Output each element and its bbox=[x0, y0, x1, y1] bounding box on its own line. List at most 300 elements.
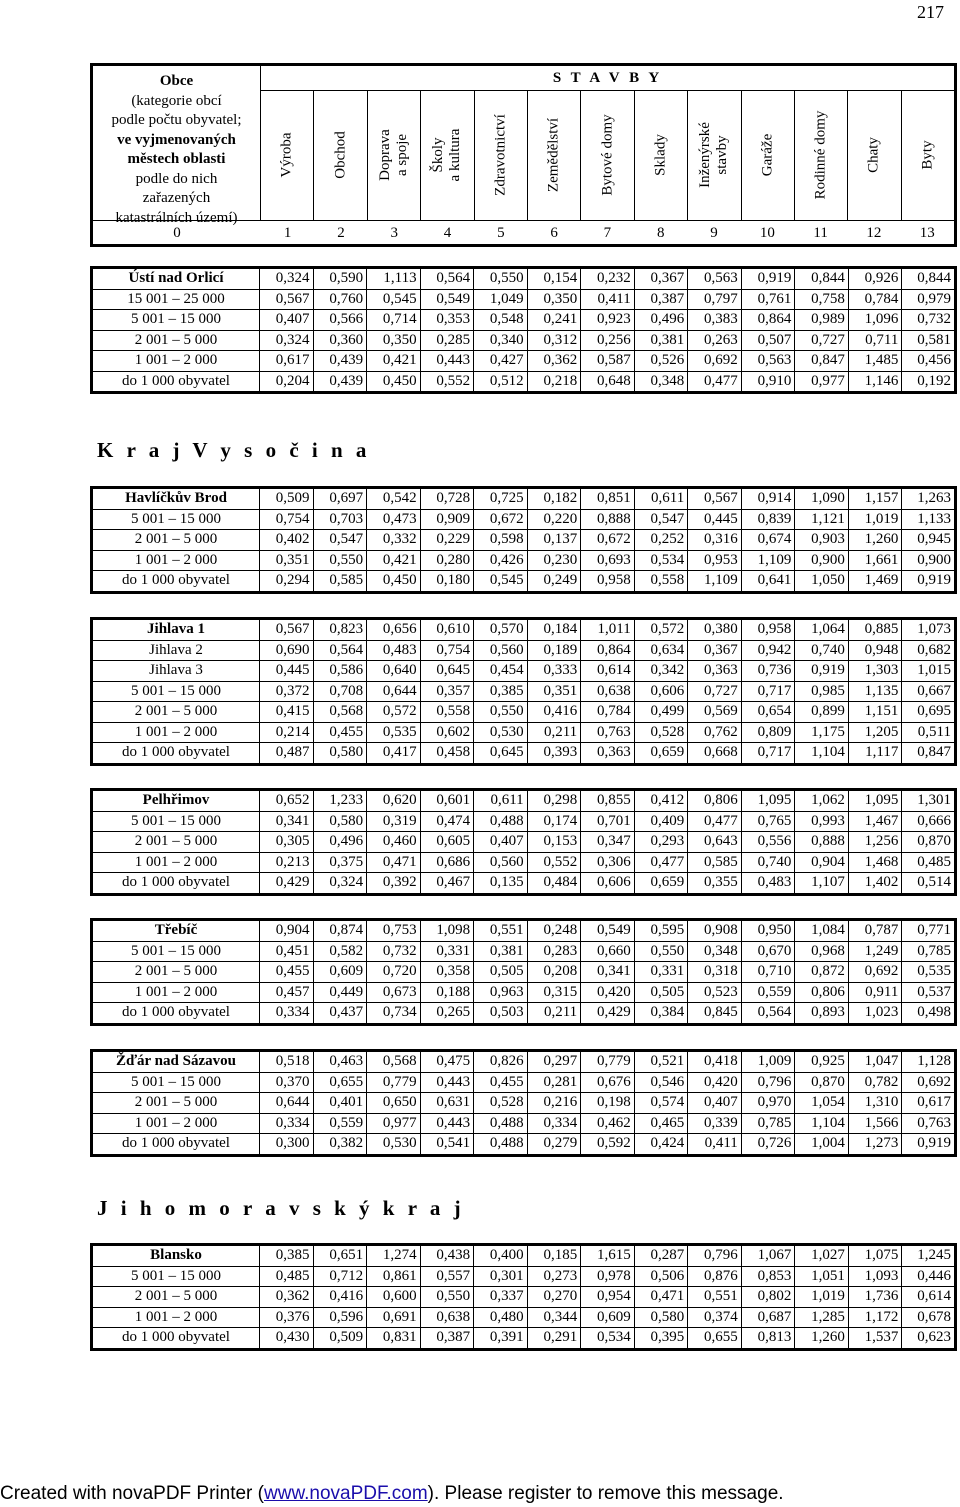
table-cell: 0,487 bbox=[260, 743, 314, 765]
table-cell: 0,319 bbox=[367, 811, 421, 832]
table-cell: 1,151 bbox=[848, 702, 902, 723]
table-cell: 0,796 bbox=[741, 1072, 795, 1093]
table-cell: 0,306 bbox=[581, 852, 635, 873]
table-cell: 0,953 bbox=[688, 550, 742, 571]
table-row bbox=[92, 310, 956, 331]
row-label: 2 001 – 5 000 bbox=[92, 1287, 260, 1308]
table-cell: 0,439 bbox=[313, 371, 367, 393]
table-cell: 0,407 bbox=[260, 310, 314, 331]
table-cell: 1,172 bbox=[848, 1307, 902, 1328]
table-cell: 1,096 bbox=[848, 310, 902, 331]
data-block bbox=[90, 788, 957, 896]
column-header bbox=[847, 90, 900, 220]
table-cell: 0,692 bbox=[848, 962, 902, 983]
table-row bbox=[92, 832, 956, 853]
table-cell: 1,303 bbox=[848, 661, 902, 682]
table-cell: 0,900 bbox=[902, 550, 956, 571]
table-cell: 0,342 bbox=[634, 661, 688, 682]
table-cell: 1,062 bbox=[795, 790, 849, 812]
table-cell: 0,644 bbox=[367, 681, 421, 702]
table-cell: 1,015 bbox=[902, 661, 956, 682]
table-cell: 0,456 bbox=[902, 351, 956, 372]
table-cell: 0,567 bbox=[260, 289, 314, 310]
table-cell: 0,545 bbox=[474, 571, 528, 593]
table-cell: 0,526 bbox=[634, 351, 688, 372]
table-cell: 1,615 bbox=[581, 1245, 635, 1267]
table-cell: 0,556 bbox=[741, 832, 795, 853]
table-cell: 0,864 bbox=[741, 310, 795, 331]
column-header-label: Školy a kultura bbox=[430, 128, 464, 182]
table-cell: 1,027 bbox=[795, 1245, 849, 1267]
table-cell: 0,712 bbox=[313, 1266, 367, 1287]
table-cell: 0,300 bbox=[260, 1134, 314, 1156]
table-cell: 0,587 bbox=[581, 351, 635, 372]
table-cell: 0,648 bbox=[581, 371, 635, 393]
table-cell: 0,367 bbox=[688, 640, 742, 661]
table-cell: 0,570 bbox=[474, 619, 528, 641]
table-cell: 0,611 bbox=[634, 488, 688, 510]
table-cell: 1,128 bbox=[902, 1051, 956, 1073]
table-cell: 0,900 bbox=[795, 550, 849, 571]
table-cell: 0,885 bbox=[848, 619, 902, 641]
row-label: 2 001 – 5 000 bbox=[92, 1093, 260, 1114]
table-cell: 0,509 bbox=[313, 1328, 367, 1350]
header-stavby: S T A V B Y bbox=[261, 66, 954, 91]
table-cell: 0,672 bbox=[581, 530, 635, 551]
table-row bbox=[92, 1134, 956, 1156]
table-cell: 0,874 bbox=[313, 920, 367, 942]
table-cell: 0,645 bbox=[420, 661, 474, 682]
table-cell: 0,283 bbox=[527, 941, 581, 962]
table-cell: 0,569 bbox=[688, 702, 742, 723]
table-cell: 0,439 bbox=[313, 351, 367, 372]
table-cell: 0,806 bbox=[688, 790, 742, 812]
table-cell: 0,507 bbox=[741, 330, 795, 351]
table-cell: 0,676 bbox=[581, 1072, 635, 1093]
table-cell: 0,644 bbox=[260, 1093, 314, 1114]
table-cell: 0,429 bbox=[581, 1003, 635, 1025]
table-cell: 0,989 bbox=[795, 310, 849, 331]
table-cell: 0,530 bbox=[367, 1134, 421, 1156]
table-cell: 0,559 bbox=[741, 982, 795, 1003]
table-row bbox=[92, 509, 956, 530]
table-cell: 0,659 bbox=[634, 873, 688, 895]
table-cell: 0,402 bbox=[260, 530, 314, 551]
row-label: 5 001 – 15 000 bbox=[92, 811, 260, 832]
table-cell: 0,385 bbox=[260, 1245, 314, 1267]
header-line: ve vyjmenovaných bbox=[117, 131, 236, 148]
table-cell: 1,104 bbox=[795, 1113, 849, 1134]
table-cell: 0,720 bbox=[367, 962, 421, 983]
table-cell: 0,485 bbox=[260, 1266, 314, 1287]
table-cell: 0,740 bbox=[795, 640, 849, 661]
table-cell: 0,455 bbox=[474, 1072, 528, 1093]
table-row bbox=[92, 1093, 956, 1114]
table-cell: 0,411 bbox=[688, 1134, 742, 1156]
table-cell: 0,334 bbox=[260, 1113, 314, 1134]
table-cell: 0,797 bbox=[688, 289, 742, 310]
table-cell: 0,779 bbox=[367, 1072, 421, 1093]
table-cell: 0,415 bbox=[260, 702, 314, 723]
table-cell: 0,312 bbox=[527, 330, 581, 351]
table-cell: 0,420 bbox=[581, 982, 635, 1003]
table-cell: 0,909 bbox=[420, 509, 474, 530]
table-cell: 0,634 bbox=[634, 640, 688, 661]
table-cell: 0,564 bbox=[420, 268, 474, 290]
table-cell: 0,547 bbox=[634, 509, 688, 530]
table-row bbox=[92, 640, 956, 661]
table-cell: 1,004 bbox=[795, 1134, 849, 1156]
header-obce bbox=[93, 66, 261, 226]
table-cell: 1,093 bbox=[848, 1266, 902, 1287]
table-cell: 0,806 bbox=[795, 982, 849, 1003]
table-cell: 0,586 bbox=[313, 661, 367, 682]
table-cell: 0,370 bbox=[260, 1072, 314, 1093]
table-cell: 0,552 bbox=[527, 852, 581, 873]
table-cell: 0,560 bbox=[474, 852, 528, 873]
table-cell: 0,467 bbox=[420, 873, 474, 895]
table-cell: 0,358 bbox=[420, 962, 474, 983]
table-cell: 0,904 bbox=[795, 852, 849, 873]
table-cell: 0,211 bbox=[527, 1003, 581, 1025]
table-cell: 0,640 bbox=[367, 661, 421, 682]
table-cell: 0,948 bbox=[848, 640, 902, 661]
table-cell: 1,113 bbox=[367, 268, 421, 290]
table-cell: 0,736 bbox=[741, 661, 795, 682]
table-cell: 1,736 bbox=[848, 1287, 902, 1308]
table-cell: 0,351 bbox=[260, 550, 314, 571]
row-label: 2 001 – 5 000 bbox=[92, 530, 260, 551]
table-cell: 0,779 bbox=[581, 1051, 635, 1073]
table-cell: 0,687 bbox=[741, 1307, 795, 1328]
column-header-label: Bytové domy bbox=[599, 114, 616, 196]
table-cell: 0,609 bbox=[313, 962, 367, 983]
header-line: městech oblasti bbox=[127, 151, 226, 167]
table-cell: 0,285 bbox=[420, 330, 474, 351]
table-cell: 0,331 bbox=[420, 941, 474, 962]
table-cell: 0,668 bbox=[688, 743, 742, 765]
table-cell: 0,582 bbox=[313, 941, 367, 962]
table-cell: 1,098 bbox=[420, 920, 474, 942]
table-cell: 0,844 bbox=[795, 268, 849, 290]
column-number: 6 bbox=[550, 225, 558, 241]
table-cell: 0,341 bbox=[581, 962, 635, 983]
table-cell: 0,645 bbox=[474, 743, 528, 765]
table-cell: 0,600 bbox=[367, 1287, 421, 1308]
table-cell: 0,537 bbox=[902, 982, 956, 1003]
table-cell: 1,256 bbox=[848, 832, 902, 853]
table-cell: 0,471 bbox=[367, 852, 421, 873]
table-cell: 0,926 bbox=[848, 268, 902, 290]
table-cell: 0,417 bbox=[367, 743, 421, 765]
column-number: 11 bbox=[813, 225, 828, 241]
table-cell: 0,568 bbox=[313, 702, 367, 723]
table-cell: 1,075 bbox=[848, 1245, 902, 1267]
table-cell: 0,919 bbox=[795, 661, 849, 682]
table-cell: 0,602 bbox=[420, 722, 474, 743]
table-cell: 0,968 bbox=[795, 941, 849, 962]
table-cell: 0,592 bbox=[581, 1134, 635, 1156]
table-cell: 1,566 bbox=[848, 1113, 902, 1134]
table-cell: 0,672 bbox=[474, 509, 528, 530]
table-cell: 0,638 bbox=[581, 681, 635, 702]
table-cell: 0,270 bbox=[527, 1287, 581, 1308]
table-row bbox=[92, 330, 956, 351]
header-line: zařazených bbox=[142, 190, 211, 206]
row-label: 1 001 – 2 000 bbox=[92, 1113, 260, 1134]
table-cell: 0,727 bbox=[795, 330, 849, 351]
table-cell: 0,667 bbox=[902, 681, 956, 702]
header-number-row bbox=[93, 220, 954, 245]
table-cell: 0,598 bbox=[474, 530, 528, 551]
table-cell: 1,019 bbox=[795, 1287, 849, 1308]
table-cell: 0,551 bbox=[474, 920, 528, 942]
table-cell: 0,353 bbox=[420, 310, 474, 331]
table-cell: 0,355 bbox=[688, 873, 742, 895]
table-cell: 0,620 bbox=[367, 790, 421, 812]
table-cell: 0,659 bbox=[634, 743, 688, 765]
table-cell: 0,977 bbox=[367, 1113, 421, 1134]
column-header-label: Byty bbox=[919, 140, 936, 170]
table-cell: 0,978 bbox=[581, 1266, 635, 1287]
row-label: 1 001 – 2 000 bbox=[92, 550, 260, 571]
table-cell: 0,298 bbox=[527, 790, 581, 812]
table-cell: 0,614 bbox=[902, 1287, 956, 1308]
table-cell: 0,241 bbox=[527, 310, 581, 331]
header-line: katastrálních území) bbox=[115, 209, 238, 226]
row-label: 2 001 – 5 000 bbox=[92, 702, 260, 723]
row-label: 15 001 – 25 000 bbox=[92, 289, 260, 310]
table-cell: 0,979 bbox=[902, 289, 956, 310]
table-cell: 0,580 bbox=[634, 1307, 688, 1328]
row-label: Ústí nad Orlicí bbox=[92, 268, 260, 290]
table-cell: 0,458 bbox=[420, 743, 474, 765]
table-cell: 0,483 bbox=[367, 640, 421, 661]
table-cell: 0,248 bbox=[527, 920, 581, 942]
table-cell: 0,954 bbox=[581, 1287, 635, 1308]
table-cell: 0,347 bbox=[581, 832, 635, 853]
table-cell: 0,693 bbox=[581, 550, 635, 571]
column-number: 2 bbox=[337, 225, 345, 241]
table-cell: 0,357 bbox=[420, 681, 474, 702]
table-cell: 0,551 bbox=[688, 1287, 742, 1308]
table-cell: 1,661 bbox=[848, 550, 902, 571]
data-block bbox=[90, 486, 957, 594]
table-cell: 0,641 bbox=[741, 571, 795, 593]
table-cell: 0,409 bbox=[634, 811, 688, 832]
table-cell: 0,717 bbox=[741, 743, 795, 765]
table-cell: 0,691 bbox=[367, 1307, 421, 1328]
table-cell: 0,426 bbox=[474, 550, 528, 571]
table-cell: 0,861 bbox=[367, 1266, 421, 1287]
table-cell: 0,362 bbox=[260, 1287, 314, 1308]
table-cell: 0,416 bbox=[313, 1287, 367, 1308]
data-block bbox=[90, 1049, 957, 1157]
table-cell: 0,499 bbox=[634, 702, 688, 723]
table-cell: 1,054 bbox=[795, 1093, 849, 1114]
row-label: do 1 000 obyvatel bbox=[92, 371, 260, 393]
table-cell: 0,331 bbox=[634, 962, 688, 983]
table-cell: 0,550 bbox=[474, 702, 528, 723]
table-cell: 0,590 bbox=[313, 268, 367, 290]
data-block bbox=[90, 918, 957, 1026]
table-cell: 0,726 bbox=[741, 1134, 795, 1156]
table-cell: 0,450 bbox=[367, 371, 421, 393]
table-row bbox=[92, 982, 956, 1003]
row-label: 5 001 – 15 000 bbox=[92, 310, 260, 331]
table-cell: 0,550 bbox=[634, 941, 688, 962]
table-row bbox=[92, 811, 956, 832]
table-cell: 0,351 bbox=[527, 681, 581, 702]
table-cell: 0,198 bbox=[581, 1093, 635, 1114]
table-cell: 1,107 bbox=[795, 873, 849, 895]
table-cell: 0,550 bbox=[474, 268, 528, 290]
table-cell: 0,534 bbox=[634, 550, 688, 571]
header-line: podle do nich bbox=[135, 170, 218, 187]
table-cell: 0,505 bbox=[474, 962, 528, 983]
column-header-label: Inženýrské stavby bbox=[697, 122, 731, 188]
table-cell: 0,180 bbox=[420, 571, 474, 593]
table-cell: 0,728 bbox=[420, 488, 474, 510]
table-cell: 0,232 bbox=[581, 268, 635, 290]
table-cell: 0,725 bbox=[474, 488, 528, 510]
table-cell: 0,564 bbox=[741, 1003, 795, 1025]
row-label: 5 001 – 15 000 bbox=[92, 1266, 260, 1287]
table-cell: 0,574 bbox=[634, 1093, 688, 1114]
table-cell: 0,942 bbox=[741, 640, 795, 661]
column-header bbox=[313, 90, 366, 220]
table-row bbox=[92, 1266, 956, 1287]
table-cell: 0,760 bbox=[313, 289, 367, 310]
table-cell: 0,211 bbox=[527, 722, 581, 743]
table-cell: 0,374 bbox=[688, 1307, 742, 1328]
table-cell: 0,546 bbox=[634, 1072, 688, 1093]
table-cell: 0,421 bbox=[367, 351, 421, 372]
table-cell: 0,380 bbox=[688, 619, 742, 641]
table-cell: 1,402 bbox=[848, 873, 902, 895]
table-cell: 0,923 bbox=[581, 310, 635, 331]
column-number: 0 bbox=[173, 225, 181, 241]
row-label: Třebíč bbox=[92, 920, 260, 942]
table-cell: 0,256 bbox=[581, 330, 635, 351]
table-cell: 0,280 bbox=[420, 550, 474, 571]
table-cell: 0,563 bbox=[741, 351, 795, 372]
table-cell: 0,523 bbox=[688, 982, 742, 1003]
table-cell: 0,348 bbox=[634, 371, 688, 393]
table-cell: 0,429 bbox=[260, 873, 314, 895]
table-cell: 0,682 bbox=[902, 640, 956, 661]
table-cell: 0,287 bbox=[634, 1245, 688, 1267]
column-header bbox=[474, 90, 527, 220]
table-cell: 0,451 bbox=[260, 941, 314, 962]
table-cell: 0,534 bbox=[581, 1328, 635, 1350]
table-cell: 0,363 bbox=[581, 743, 635, 765]
footer-link[interactable]: www.novaPDF.com bbox=[264, 1483, 428, 1504]
table-cell: 0,563 bbox=[688, 268, 742, 290]
table-row bbox=[92, 1051, 956, 1073]
table-row bbox=[92, 681, 956, 702]
table-cell: 0,427 bbox=[474, 351, 528, 372]
table-cell: 0,471 bbox=[634, 1287, 688, 1308]
table-cell: 0,763 bbox=[581, 722, 635, 743]
table-cell: 0,418 bbox=[688, 1051, 742, 1073]
column-header bbox=[794, 90, 847, 220]
table-cell: 0,391 bbox=[474, 1328, 528, 1350]
table-cell: 0,455 bbox=[313, 722, 367, 743]
column-number: 5 bbox=[497, 225, 505, 241]
table-cell: 0,420 bbox=[688, 1072, 742, 1093]
table-row bbox=[92, 852, 956, 873]
table-cell: 0,213 bbox=[260, 852, 314, 873]
table-cell: 0,483 bbox=[741, 873, 795, 895]
row-label: do 1 000 obyvatel bbox=[92, 1134, 260, 1156]
table-cell: 0,185 bbox=[527, 1245, 581, 1267]
column-header-label: Chaty bbox=[865, 137, 882, 173]
table-cell: 1,175 bbox=[795, 722, 849, 743]
table-cell: 0,548 bbox=[474, 310, 528, 331]
table-cell: 0,985 bbox=[795, 681, 849, 702]
row-label: 5 001 – 15 000 bbox=[92, 681, 260, 702]
table-cell: 0,710 bbox=[741, 962, 795, 983]
row-label: 5 001 – 15 000 bbox=[92, 509, 260, 530]
table-cell: 0,855 bbox=[581, 790, 635, 812]
footer-text: ). Please register to remove this message. bbox=[427, 1483, 784, 1504]
table-row bbox=[92, 571, 956, 593]
table-cell: 0,652 bbox=[260, 790, 314, 812]
table-cell: 0,449 bbox=[313, 982, 367, 1003]
table-cell: 0,344 bbox=[527, 1307, 581, 1328]
table-cell: 0,564 bbox=[313, 640, 367, 661]
table-cell: 1,095 bbox=[741, 790, 795, 812]
table-row bbox=[92, 661, 956, 682]
row-label: 1 001 – 2 000 bbox=[92, 722, 260, 743]
table-cell: 1,135 bbox=[848, 681, 902, 702]
table-cell: 0,919 bbox=[902, 571, 956, 593]
table-cell: 0,450 bbox=[367, 571, 421, 593]
table-cell: 0,813 bbox=[741, 1328, 795, 1350]
column-number: 4 bbox=[443, 225, 452, 241]
table-row bbox=[92, 550, 956, 571]
table-cell: 0,638 bbox=[420, 1307, 474, 1328]
footer-notice bbox=[0, 1483, 784, 1505]
table-cell: 0,407 bbox=[474, 832, 528, 853]
table-cell: 0,765 bbox=[741, 811, 795, 832]
table-cell: 0,993 bbox=[795, 811, 849, 832]
table-cell: 1,205 bbox=[848, 722, 902, 743]
table-cell: 0,558 bbox=[420, 702, 474, 723]
column-header bbox=[261, 90, 313, 220]
table-cell: 0,208 bbox=[527, 962, 581, 983]
header-line: Obce bbox=[159, 73, 194, 89]
row-label: Blansko bbox=[92, 1245, 260, 1267]
column-number: 10 bbox=[759, 225, 775, 241]
table-cell: 0,796 bbox=[688, 1245, 742, 1267]
table-cell: 0,218 bbox=[527, 371, 581, 393]
table-cell: 0,559 bbox=[313, 1113, 367, 1134]
table-cell: 0,293 bbox=[634, 832, 688, 853]
data-block bbox=[90, 266, 957, 394]
table-cell: 1,049 bbox=[474, 289, 528, 310]
table-cell: 0,372 bbox=[260, 681, 314, 702]
table-cell: 0,958 bbox=[581, 571, 635, 593]
table-cell: 0,754 bbox=[260, 509, 314, 530]
table-cell: 0,809 bbox=[741, 722, 795, 743]
table-cell: 0,762 bbox=[688, 722, 742, 743]
table-cell: 0,445 bbox=[688, 509, 742, 530]
table-cell: 0,552 bbox=[420, 371, 474, 393]
table-row bbox=[92, 743, 956, 765]
table-cell: 0,753 bbox=[367, 920, 421, 942]
